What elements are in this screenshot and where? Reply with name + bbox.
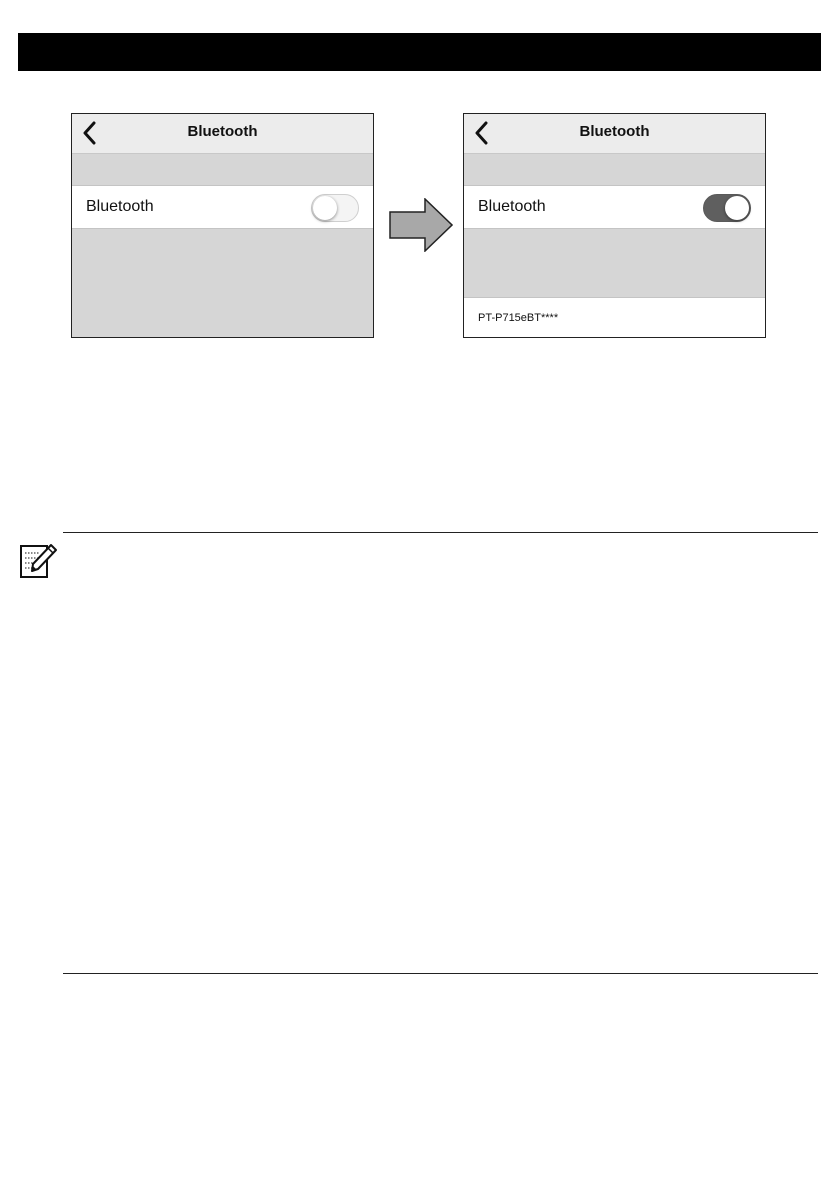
section-spacer — [464, 153, 765, 186]
bluetooth-toggle[interactable] — [311, 194, 359, 222]
device-name: PT-P715eBT**** — [478, 312, 559, 324]
device-list-item[interactable] — [464, 297, 765, 338]
bluetooth-label: Bluetooth — [478, 198, 546, 215]
nav-title: Bluetooth — [187, 123, 258, 140]
screen-bluetooth-off — [71, 113, 374, 338]
bluetooth-toggle[interactable] — [703, 194, 751, 222]
bluetooth-setting-row — [464, 185, 765, 229]
note-divider-top — [63, 532, 818, 533]
bluetooth-setting-row — [72, 185, 373, 229]
section-header-bar — [18, 33, 821, 71]
screen-bluetooth-on — [463, 113, 766, 338]
toggle-knob — [313, 196, 337, 220]
note-pencil-icon — [18, 542, 58, 580]
nav-title: Bluetooth — [579, 123, 650, 140]
nav-bar — [72, 114, 373, 153]
section-spacer — [72, 153, 373, 186]
bluetooth-label: Bluetooth — [86, 198, 154, 215]
note-divider-bottom — [63, 973, 818, 974]
toggle-knob — [725, 196, 749, 220]
right-arrow-icon — [389, 198, 453, 252]
nav-bar — [464, 114, 765, 153]
